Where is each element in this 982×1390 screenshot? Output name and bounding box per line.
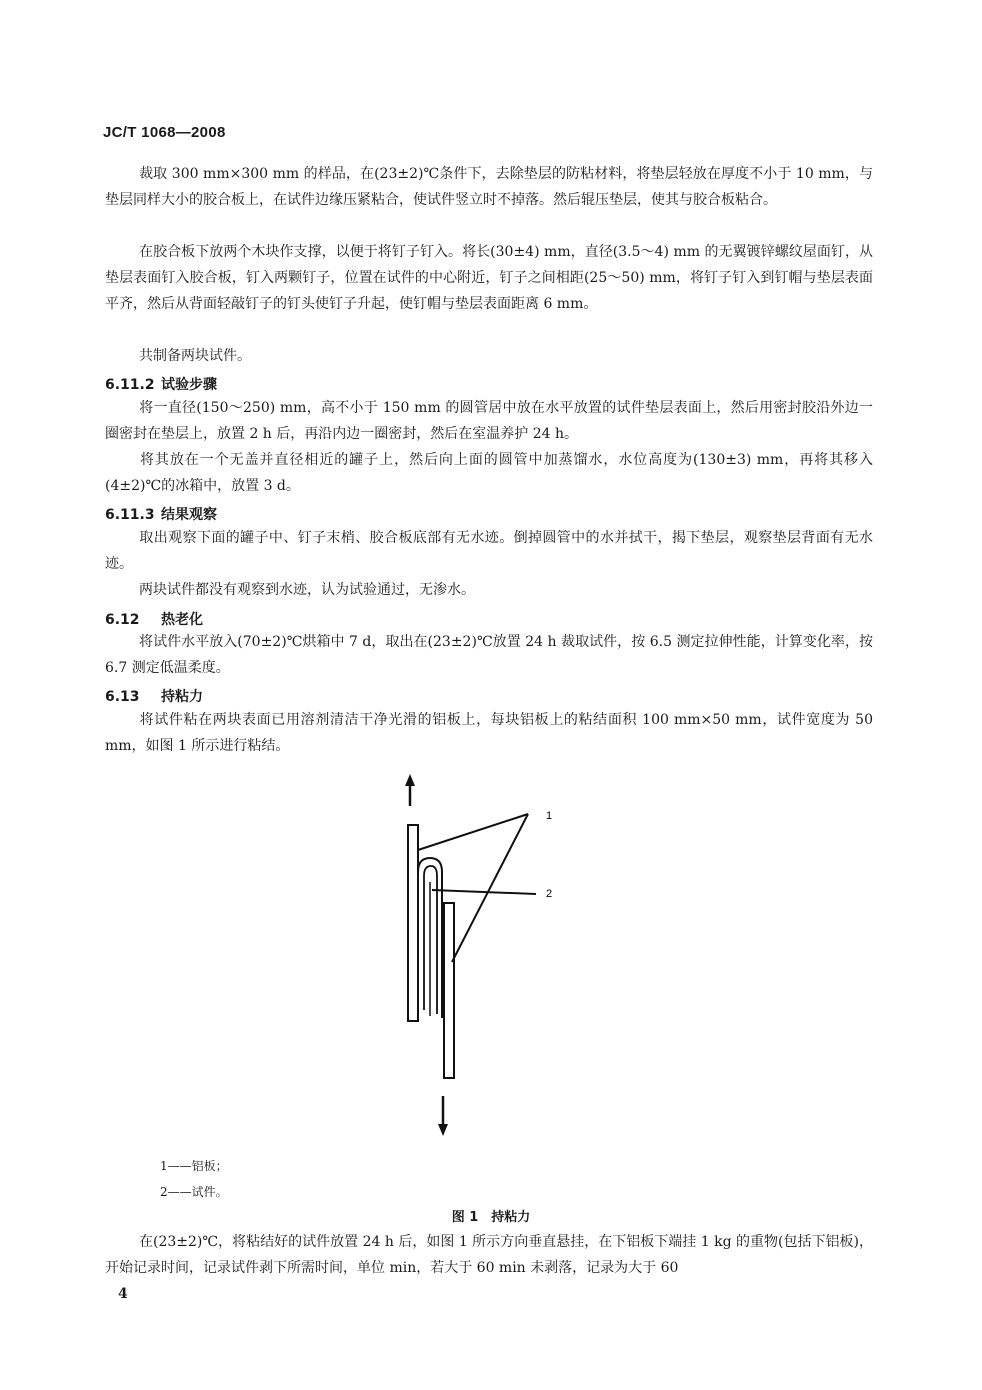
up-arrow-head (405, 774, 415, 786)
lower-aluminum-plate (444, 903, 454, 1078)
section-number: 6.11.2 (105, 377, 155, 393)
section-number: 6.12 (105, 612, 140, 628)
paragraph-text: 在(23±2)℃，将粘结好的试件放置 24 h 后，如图 1 所示方向垂直悬挂，在下铝板下端挂 1 kg 的重物(包括下铝板)，开始记录时间，记录试件剥下所需时间，单位 min，若大于 60 min 未剥落，记录为大于 60 (105, 1234, 873, 1276)
figure-1-diagram (380, 770, 600, 1150)
leader-line-2 (432, 890, 536, 894)
paragraph (105, 395, 873, 447)
paragraph-text: 将其放在一个无盖并直径相近的罐子上，然后向上面的圆管中加蒸馏水，水位高度为(130±3) mm，再将其移入(4±2)℃的冰箱中，放置 3 d。 (105, 452, 873, 494)
label-2: 2 (546, 888, 553, 900)
upper-aluminum-plate (408, 825, 418, 1021)
paragraph (105, 239, 873, 317)
section-heading (105, 374, 217, 394)
paragraph (105, 343, 873, 369)
section-number: 6.11.3 (105, 507, 155, 523)
section-number: 6.13 (105, 689, 140, 705)
down-arrow-head (438, 1124, 448, 1136)
section-heading (105, 686, 203, 706)
paragraph-text: 在胶合板下放两个木块作支撑，以便于将钉子钉入。将长(30±4) mm，直径(3.5～4) mm 的无翼镀锌螺纹屋面钉，从垫层表面钉入胶合板，钉入两颗钉子，位置在试件的中心附近，钉子之间相距(25～50) mm，将钉子钉入到钉帽与垫层表面平齐，然后从背面轻敲钉子的钉头使钉子升起，使钉帽与垫层表面距离 6 mm。 (105, 244, 873, 312)
paragraph (105, 525, 873, 577)
paragraph-text: 两块试件都没有观察到水迹，认为试验通过，无渗水。 (139, 582, 475, 598)
paragraph (105, 577, 873, 603)
page-number: 4 (118, 1286, 128, 1302)
section-title: 持粘力 (161, 689, 203, 705)
figure-caption: 图 1 持粘力 (451, 1210, 531, 1225)
paragraph-text: 取出观察下面的罐子中、钉子末梢、胶合板底部有无水迹。倒掉圆管中的水并拭干，揭下垫层，观察垫层背面有无水迹。 (105, 530, 873, 572)
paragraph (105, 161, 873, 213)
paragraph (105, 1229, 873, 1281)
paragraph (105, 447, 873, 499)
paragraph-text: 将一直径(150～250) mm，高不小于 150 mm 的圆管居中放在水平放置的试件垫层表面上，然后用密封胶沿外边一圈密封在垫层上，放置 2 h 后，再沿内边一圈密封，然后在室温养护 24 h。 (105, 400, 873, 442)
paragraph-text: 将试件粘在两块表面已用溶剂清洁干净光滑的铝板上，每块铝板上的粘结面积 100 mm×50 mm，试件宽度为 50 mm，如图 1 所示进行粘结。 (105, 712, 873, 754)
section-heading (105, 504, 217, 524)
section-title: 结果观察 (161, 507, 217, 523)
section-heading (105, 609, 203, 629)
section-title: 热老化 (161, 612, 203, 628)
section-title: 试验步骤 (161, 377, 217, 393)
paragraph-text: 裁取 300 mm×300 mm 的样品，在(23±2)℃条件下，去除垫层的防粘材料，将垫层轻放在厚度不小于 10 mm，与垫层同样大小的胶合板上，在试件边缘压紧粘合，使试件竖立时不掉落。然后辊压垫层，使其与胶合板粘合。 (105, 166, 873, 208)
paragraph-text: 将试件水平放入(70±2)℃烘箱中 7 d，取出在(23±2)℃放置 24 h 裁取试件，按 6.5 测定拉伸性能，计算变化率，按 6.7 测定低温柔度。 (105, 634, 873, 676)
figure-legend-2: 2——试件。 (160, 1185, 228, 1199)
paragraph-text: 共制备两块试件。 (139, 348, 251, 364)
standard-code-header: JC/T 1068—2008 (103, 124, 226, 141)
leader-line-1b (452, 814, 528, 962)
figure-legend-1: 1——铝板； (160, 1159, 228, 1173)
label-1: 1 (546, 810, 553, 822)
paragraph (105, 707, 873, 759)
paragraph (105, 629, 873, 681)
